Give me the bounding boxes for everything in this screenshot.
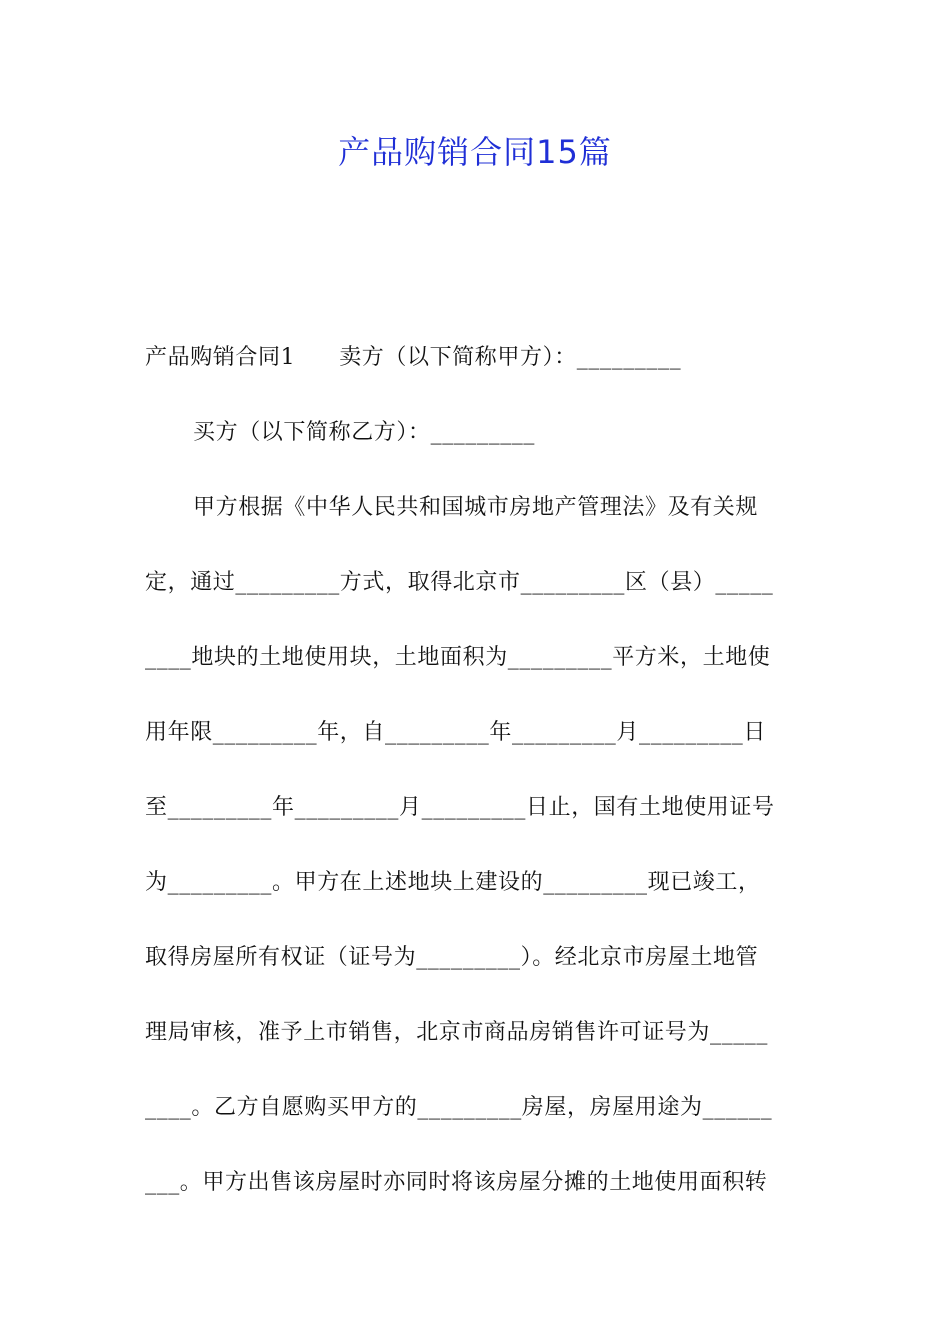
paragraph-line-6: 为_________。甲方在上述地块上建设的_________现已竣工，: [145, 870, 761, 895]
contract-heading-line: [145, 340, 810, 376]
contract-number-label: 产品购销合同1: [145, 345, 296, 370]
buyer-line: 买方（以下简称乙方）：_________: [193, 420, 536, 445]
paragraph-line-2: 定，通过_________方式，取得北京市_________区（县）_____: [145, 570, 774, 595]
paragraph-line-1: 甲方根据《中华人民共和国城市房地产管理法》及有关规: [193, 495, 759, 520]
paragraph-line-5: 至_________年_________月_________日止，国有土地使用证号: [145, 795, 775, 820]
paragraph-line-9: ____。乙方自愿购买甲方的_________房屋，房屋用途为______: [145, 1095, 773, 1120]
seller-line: 卖方（以下简称甲方）：_________: [339, 345, 682, 370]
paragraph-line-8: 理局审核，准予上市销售，北京市商品房销售许可证号为_____: [145, 1020, 769, 1045]
paragraph-line-3: ____地块的土地使用块，土地面积为_________平方米，土地使: [145, 645, 771, 670]
paragraph-line-4: 用年限_________年，自_________年_________月_________日: [145, 720, 767, 745]
document-title: 产品购销合同15篇: [338, 133, 612, 171]
paragraph-line-10: ___。甲方出售该房屋时亦同时将该房屋分摊的土地使用面积转: [145, 1170, 768, 1195]
paragraph-line-7: 取得房屋所有权证（证号为_________）。经北京市房屋土地管: [145, 945, 759, 970]
